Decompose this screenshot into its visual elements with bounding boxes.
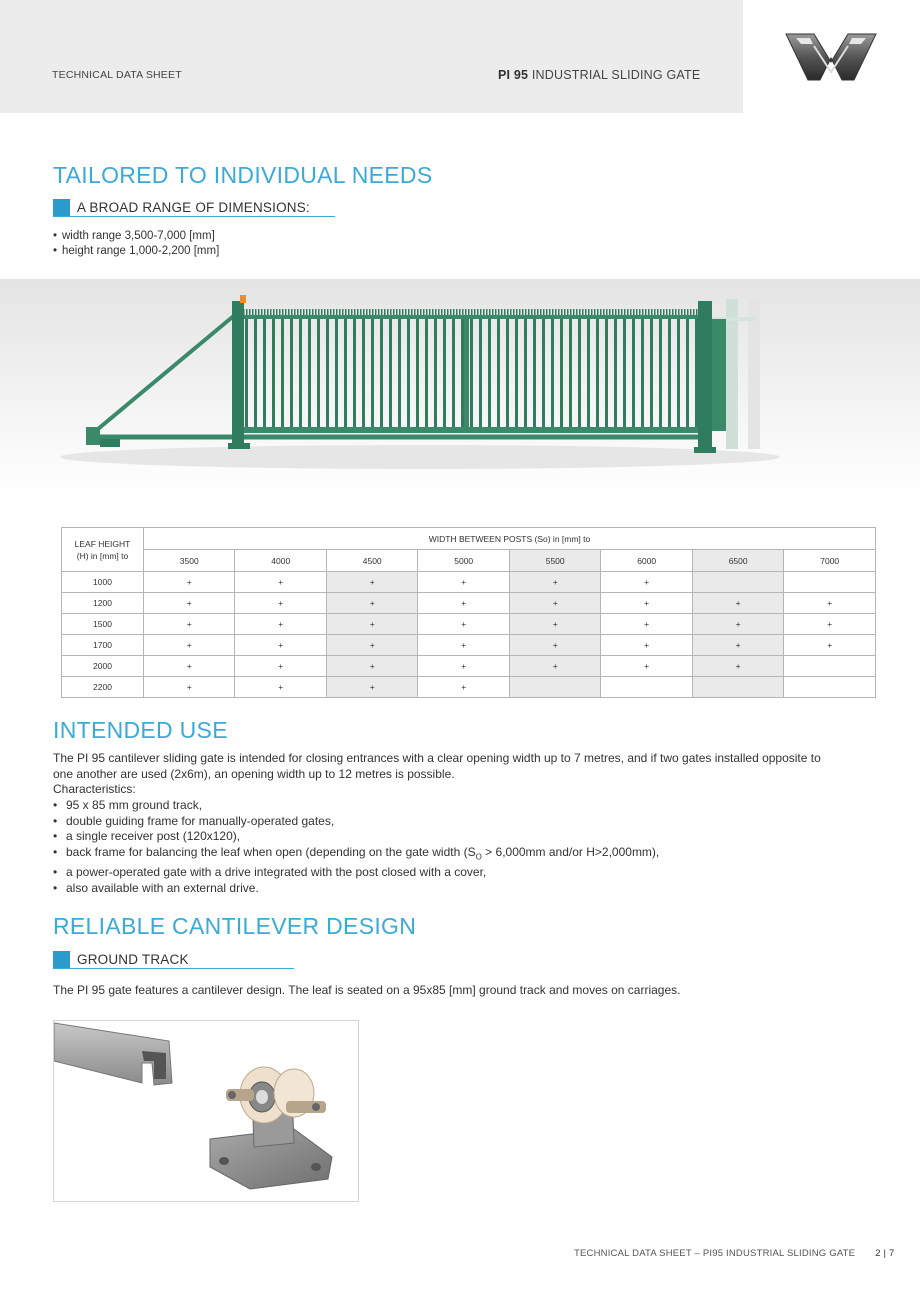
dimension-list	[53, 229, 219, 259]
table-header-row	[62, 528, 876, 550]
table-cell: +	[601, 656, 692, 677]
bullet4-sub: O	[475, 852, 482, 862]
track-carriage-illustration	[54, 1021, 358, 1201]
list-item	[53, 845, 883, 865]
table-cell: +	[692, 593, 783, 614]
column-header: 4500	[326, 550, 417, 572]
table-cell: +	[418, 593, 509, 614]
table-cell: +	[692, 635, 783, 656]
table-span-header: WIDTH BETWEEN POSTS (So) in [mm] to	[144, 528, 876, 550]
column-header: 3500	[144, 550, 235, 572]
sliding-gate-photo	[0, 279, 920, 496]
table-cell: +	[326, 656, 417, 677]
row-header: 2200	[62, 677, 144, 698]
page-footer	[574, 1248, 895, 1259]
table-cell: +	[692, 656, 783, 677]
list-item: • also available with an external drive.	[53, 881, 883, 897]
table-cell	[784, 656, 876, 677]
table-cell: +	[418, 677, 509, 698]
header-product-title	[498, 68, 700, 82]
dimension-table	[61, 527, 876, 698]
table-cell	[784, 572, 876, 593]
table-cell	[784, 677, 876, 698]
table-cell: +	[235, 572, 326, 593]
table-cell: +	[144, 593, 235, 614]
table-cell: +	[144, 656, 235, 677]
list-item: • width range 3,500-7,000 [mm]	[53, 229, 219, 244]
column-header: 6000	[601, 550, 692, 572]
table-cell: +	[235, 677, 326, 698]
table-cell	[601, 677, 692, 698]
column-header: 6500	[692, 550, 783, 572]
section-title-tailored: TAILORED TO INDIVIDUAL NEEDS	[53, 162, 433, 188]
row-header: 1700	[62, 635, 144, 656]
footer-label: TECHNICAL DATA SHEET – PI95 INDUSTRIAL SLIDING GATE	[574, 1248, 856, 1259]
table-cell: +	[144, 572, 235, 593]
subhead-ground-track-label: GROUND TRACK	[77, 952, 189, 967]
characteristics-list	[53, 798, 883, 897]
table-cell: +	[601, 635, 692, 656]
column-header: 5500	[509, 550, 600, 572]
page-number: 2 | 7	[875, 1248, 895, 1259]
table-cell: +	[144, 677, 235, 698]
column-header: 7000	[784, 550, 876, 572]
column-header: 4000	[235, 550, 326, 572]
table-cell: +	[418, 635, 509, 656]
table-cell: +	[509, 635, 600, 656]
table-cell	[692, 677, 783, 698]
table-row	[62, 656, 876, 677]
table-cell: +	[601, 572, 692, 593]
table-cell: +	[326, 614, 417, 635]
table-cell: +	[418, 614, 509, 635]
table-cell	[692, 572, 783, 593]
table-row	[62, 593, 876, 614]
list-item: • double guiding frame for manually-operated gates,	[53, 814, 883, 830]
table-cell: +	[235, 635, 326, 656]
table-cell: +	[509, 572, 600, 593]
table-cell: +	[235, 614, 326, 635]
bullet4-pre: back frame for balancing the leaf when open (depending on the gate width (S	[66, 845, 476, 860]
table-cell: +	[418, 572, 509, 593]
row-header: 1500	[62, 614, 144, 635]
table-cell: +	[509, 593, 600, 614]
row-header: 2000	[62, 656, 144, 677]
header-band	[0, 0, 743, 113]
header-doc-type: TECHNICAL DATA SHEET	[52, 69, 182, 81]
table-cell: +	[784, 593, 876, 614]
table-cell: +	[509, 614, 600, 635]
table-cell: +	[235, 593, 326, 614]
table-cell: +	[326, 593, 417, 614]
table-cell: +	[326, 677, 417, 698]
table-cell: +	[326, 635, 417, 656]
subhead-dimensions-label: A BROAD RANGE OF DIMENSIONS:	[77, 200, 310, 215]
subhead-ground-track	[53, 951, 294, 969]
paragraph-line: The PI 95 cantilever sliding gate is intended for closing entrances with a clear opening width up to 7 metres, and if two gates installed opposite to	[53, 751, 821, 765]
list-item: • 95 x 85 mm ground track,	[53, 798, 883, 814]
table-row	[62, 572, 876, 593]
row-header: 1200	[62, 593, 144, 614]
table-cell	[509, 677, 600, 698]
accent-square	[53, 951, 70, 968]
subhead-dimensions	[53, 199, 335, 217]
list-item: • height range 1,000-2,200 [mm]	[53, 244, 219, 259]
table-cell: +	[509, 656, 600, 677]
table-cell: +	[601, 593, 692, 614]
bullet4-post: > 6,000mm and/or H>2,000mm),	[481, 845, 660, 860]
company-logo	[784, 32, 878, 82]
header-product-code: PI 95	[498, 68, 529, 82]
table-cell: +	[601, 614, 692, 635]
table-cell: +	[326, 572, 417, 593]
section-title-intended-use: INTENDED USE	[53, 717, 228, 743]
table-row	[62, 614, 876, 635]
table-corner-header	[62, 528, 144, 572]
row-header: 1000	[62, 572, 144, 593]
track-carriage-photo	[53, 1020, 359, 1202]
table-cell: +	[235, 656, 326, 677]
cantilever-paragraph: The PI 95 gate features a cantilever design. The leaf is seated on a 95x85 [mm] ground track and moves on carriages.	[53, 983, 681, 997]
characteristics-label: Characteristics:	[53, 782, 136, 797]
table-cell: +	[692, 614, 783, 635]
section-title-cantilever: RELIABLE CANTILEVER DESIGN	[53, 913, 417, 939]
corner-line1: LEAF HEIGHT	[74, 538, 131, 549]
list-item: • a single receiver post (120x120),	[53, 829, 883, 845]
table-cell: +	[144, 635, 235, 656]
table-cell: +	[784, 635, 876, 656]
table-column-row	[62, 550, 876, 572]
accent-square	[53, 199, 70, 216]
table-row	[62, 677, 876, 698]
table-row	[62, 635, 876, 656]
table-cell: +	[144, 614, 235, 635]
table-cell: +	[784, 614, 876, 635]
list-item: • a power-operated gate with a drive integrated with the post closed with a cover,	[53, 865, 883, 881]
column-header: 5000	[418, 550, 509, 572]
intended-use-paragraph	[53, 751, 883, 798]
paragraph-line: one another are used (2x6m), an opening width up to 12 metres is possible.	[53, 766, 455, 781]
corner-line2: (H) in [mm] to	[76, 550, 129, 561]
table-cell: +	[418, 656, 509, 677]
header-product-name: INDUSTRIAL SLIDING GATE	[531, 68, 701, 82]
